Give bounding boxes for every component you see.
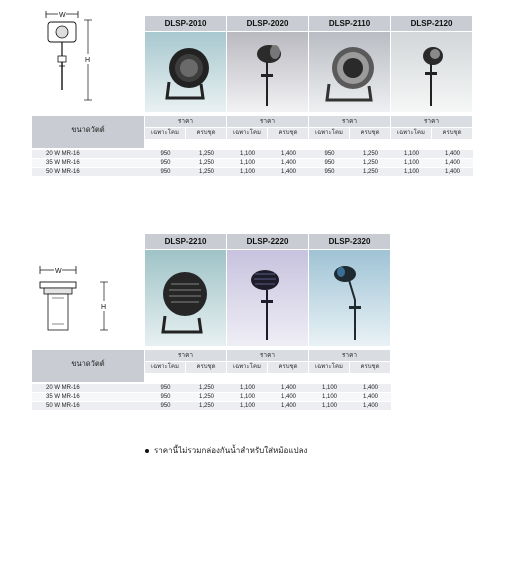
price-cell: 1,250 — [198, 160, 214, 166]
price-cell: 1,100 — [239, 403, 255, 409]
wattage-label: 35 W MR-16 — [46, 160, 80, 166]
price-cell: 1,400 — [362, 394, 378, 400]
price-cell: 1,400 — [280, 151, 296, 157]
price-table-2 — [32, 384, 391, 411]
price-cell: 950 — [160, 160, 171, 166]
price-column — [145, 116, 226, 139]
model-header-row — [145, 234, 391, 249]
price-cell: 1,250 — [198, 394, 214, 400]
price-cell: 1,250 — [362, 169, 378, 175]
price-header-row — [145, 116, 473, 139]
price-cell: 1,100 — [403, 169, 419, 175]
model-name: DLSP-2110 — [309, 16, 390, 31]
wattage-label: 20 W MR-16 — [46, 385, 80, 391]
product-photo-dlsp-2120 — [391, 32, 472, 112]
price-cell: 1,400 — [444, 169, 460, 175]
set-price-label: ครบชุด — [268, 128, 308, 139]
price-column — [227, 350, 308, 373]
price-cell: 1,100 — [239, 169, 255, 175]
price-cell: 1,400 — [444, 151, 460, 157]
price-cell: 1,100 — [239, 151, 255, 157]
dimension-drawing-spike — [32, 8, 112, 108]
price-label: ราคา — [391, 116, 472, 127]
price-cell: 1,250 — [362, 160, 378, 166]
model-name: DLSP-2220 — [227, 234, 308, 249]
unit-price-label: เฉพาะโคม — [145, 128, 185, 139]
price-cell: 1,250 — [198, 151, 214, 157]
price-cell: 1,400 — [280, 385, 296, 391]
price-cell: 1,100 — [403, 160, 419, 166]
table-row — [32, 159, 473, 168]
price-label: ราคา — [309, 116, 390, 127]
dimension-drawing-ground — [32, 262, 112, 342]
product-photo-dlsp-2020 — [227, 32, 308, 112]
price-cell: 1,250 — [362, 151, 378, 157]
price-cell: 1,400 — [280, 160, 296, 166]
product-photo-dlsp-2010 — [145, 32, 226, 112]
price-cell: 1,100 — [239, 385, 255, 391]
unit-price-label: เฉพาะโคม — [309, 362, 349, 373]
price-note-text: ราคานี้ไม่รวมกล่องกันน้ำสำหรับใส่หม้อแปลง — [154, 446, 308, 455]
wattage-label: 35 W MR-16 — [46, 394, 80, 400]
price-cell: 1,250 — [198, 385, 214, 391]
price-cell: 1,100 — [321, 394, 337, 400]
price-cell: 1,400 — [280, 169, 296, 175]
set-price-label: ครบชุด — [350, 362, 390, 373]
dimension-h-label: H — [101, 304, 107, 311]
unit-price-label: เฉพาะโคม — [145, 362, 185, 373]
price-label: ราคา — [145, 350, 226, 361]
price-cell: 1,400 — [362, 403, 378, 409]
table-row — [32, 393, 391, 402]
unit-price-label: เฉพาะโคม — [391, 128, 431, 139]
price-label: ราคา — [309, 350, 390, 361]
wattage-label: 50 W MR-16 — [46, 169, 80, 175]
price-table-1 — [32, 150, 473, 177]
product-photo-dlsp-2210 — [145, 250, 226, 346]
price-cell: 1,100 — [239, 394, 255, 400]
unit-price-label: เฉพาะโคม — [227, 362, 267, 373]
set-price-label: ครบชุด — [186, 128, 226, 139]
price-label: ราคา — [227, 116, 308, 127]
table-row — [32, 150, 473, 159]
bullet-icon — [145, 449, 149, 453]
set-price-label: ครบชุด — [350, 128, 390, 139]
price-cell: 950 — [324, 169, 335, 175]
product-photo-dlsp-2110 — [309, 32, 390, 112]
table-row — [32, 384, 391, 393]
model-header-row — [145, 16, 473, 31]
price-cell: 1,100 — [403, 151, 419, 157]
product-photo-dlsp-2320 — [309, 250, 390, 346]
product-photo-dlsp-2220 — [227, 250, 308, 346]
price-cell: 1,100 — [321, 403, 337, 409]
dimension-w-label: W — [59, 12, 66, 19]
wattage-header: ขนาดวัตต์ — [32, 116, 144, 148]
price-cell: 1,100 — [239, 160, 255, 166]
price-cell: 950 — [160, 169, 171, 175]
model-name: DLSP-2210 — [145, 234, 226, 249]
price-cell: 1,400 — [280, 394, 296, 400]
dimension-h-label: H — [85, 57, 91, 64]
set-price-label: ครบชุด — [268, 362, 308, 373]
price-cell: 1,400 — [280, 403, 296, 409]
price-column — [309, 350, 390, 373]
model-name: DLSP-2320 — [309, 234, 390, 249]
model-name: DLSP-2120 — [391, 16, 472, 31]
price-note — [145, 444, 307, 457]
price-cell: 950 — [324, 151, 335, 157]
price-cell: 1,250 — [198, 169, 214, 175]
product-photo-row — [145, 250, 391, 346]
price-cell: 950 — [160, 394, 171, 400]
model-name: DLSP-2010 — [145, 16, 226, 31]
price-column — [145, 350, 226, 373]
price-label: ราคา — [145, 116, 226, 127]
table-row — [32, 168, 473, 177]
price-cell: 1,400 — [362, 385, 378, 391]
price-cell: 950 — [160, 385, 171, 391]
price-cell: 1,400 — [444, 160, 460, 166]
product-photo-row — [145, 32, 473, 112]
price-column — [309, 116, 390, 139]
price-cell: 950 — [160, 403, 171, 409]
price-column — [227, 116, 308, 139]
wattage-label: 50 W MR-16 — [46, 403, 80, 409]
price-cell: 950 — [160, 151, 171, 157]
wattage-label: 20 W MR-16 — [46, 151, 80, 157]
price-cell: 950 — [324, 160, 335, 166]
model-name: DLSP-2020 — [227, 16, 308, 31]
dimension-w-label: W — [55, 268, 62, 275]
price-header-row — [145, 350, 391, 373]
price-label: ราคา — [227, 350, 308, 361]
table-row — [32, 402, 391, 411]
set-price-label: ครบชุด — [186, 362, 226, 373]
price-cell: 1,250 — [198, 403, 214, 409]
price-column — [391, 116, 472, 139]
price-cell: 1,100 — [321, 385, 337, 391]
unit-price-label: เฉพาะโคม — [227, 128, 267, 139]
wattage-header: ขนาดวัตต์ — [32, 350, 144, 382]
unit-price-label: เฉพาะโคม — [309, 128, 349, 139]
set-price-label: ครบชุด — [432, 128, 472, 139]
